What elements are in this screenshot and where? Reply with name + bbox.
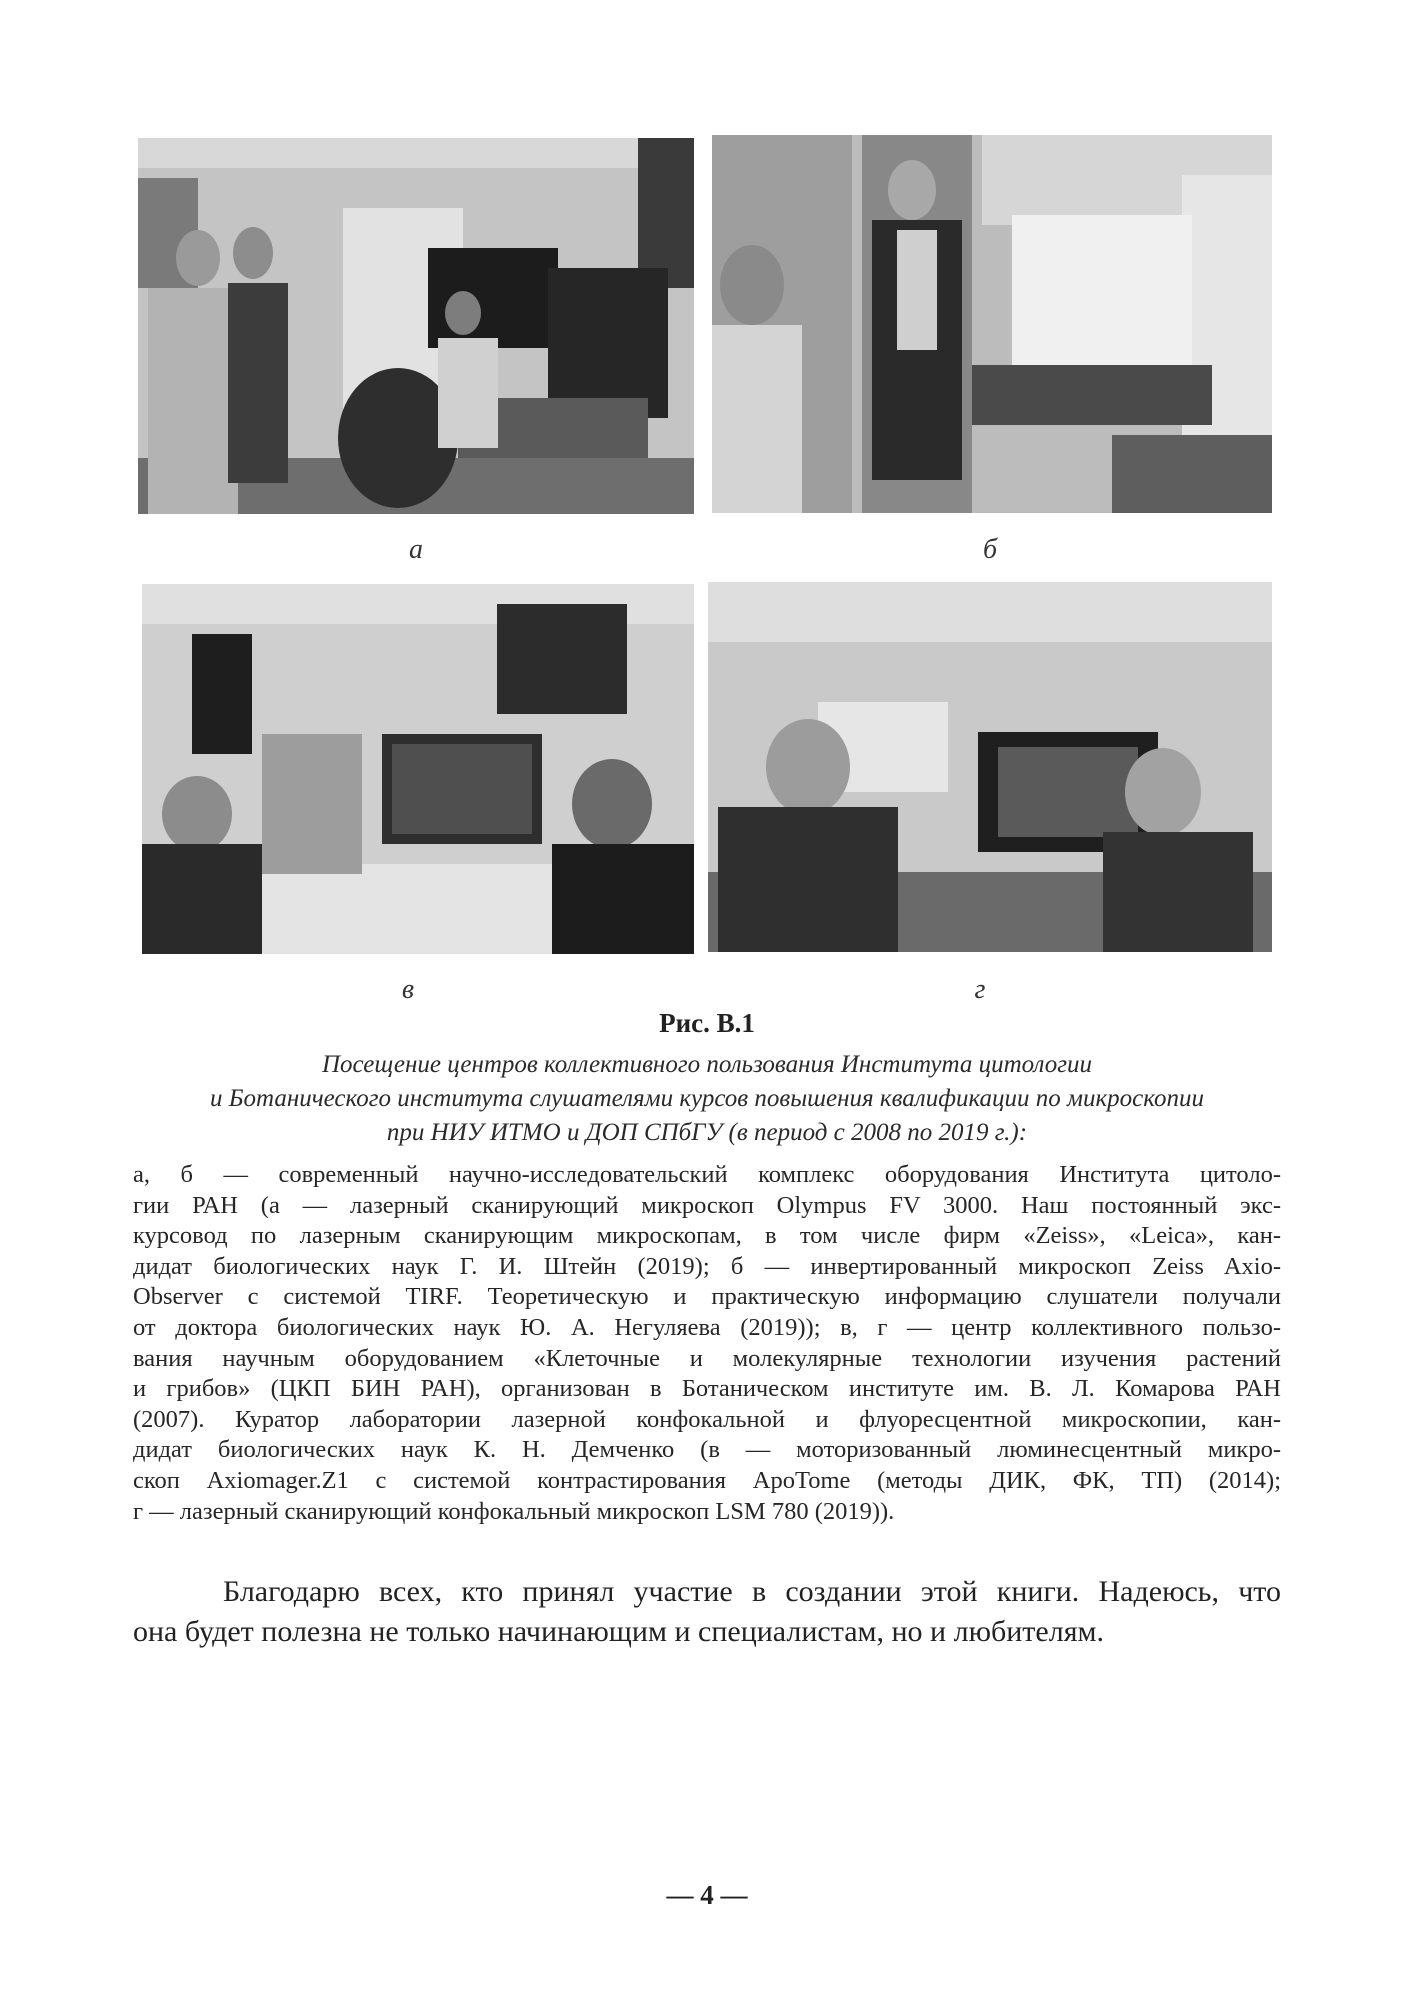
body-paragraph <box>133 1572 1281 1652</box>
description-line: вания научным оборудованием «Клеточные и молекулярные технологии изучения растений <box>133 1344 1281 1372</box>
description-line: Observer с системой TIRF. Теоретическую и практическую информацию слушатели получали <box>133 1283 1281 1311</box>
body-line: Благодарю всех, кто принял участие в создании этой книги. Надеюсь, что <box>223 1575 1281 1608</box>
caption-line: при НИУ ИТМО и ДОП СПбГУ (в период с 2008 по 2019 г.): <box>386 1119 1028 1146</box>
photo-v <box>142 584 694 954</box>
photo-v-label: в <box>401 974 415 1005</box>
description-line: дидат биологических наук Г. И. Штейн (2019); б — инвертированный микроскоп Zeiss Axio- <box>133 1252 1281 1280</box>
photo-g-label: г <box>974 974 986 1005</box>
photo-b <box>712 135 1272 513</box>
description-line: а, б — современный научно-исследовательский комплекс оборудования Института цитоло- <box>133 1161 1281 1188</box>
photo-a <box>138 138 694 514</box>
figure-caption <box>150 1048 1264 1150</box>
description-line: гии РАН (а — лазерный сканирующий микроскоп Olympus FV 3000. Наш постоянный экс- <box>133 1191 1281 1219</box>
photo-g <box>708 582 1272 952</box>
photo-a-label: а <box>409 534 423 565</box>
description-line: и грибов» (ЦКП БИН РАН), организован в Ботаническом институте им. В. Л. Комарова РАН <box>133 1375 1281 1403</box>
figure-description <box>133 1160 1281 1527</box>
description-line: курсовод по лазерным сканирующим микроскопам, в том числе фирм «Zeiss», «Leica», кан- <box>133 1222 1281 1250</box>
description-line: скоп Axiomager.Z1 с системой контрастирования ApoTome (методы ДИК, ФК, ТП) (2014); <box>133 1466 1281 1494</box>
description-line: (2007). Куратор лаборатории лазерной конфокальной и флуоресцентной микроскопии, кан- <box>133 1405 1281 1433</box>
figure-title: Рис. В.1 <box>659 1008 755 1038</box>
description-line: дидат биологических наук К. Н. Демченко (в — моторизованный люминесцентный микро- <box>133 1436 1281 1464</box>
body-line: она будет полезна не только начинающим и специалистам, но и любителям. <box>133 1615 1104 1648</box>
photo-b-label: б <box>982 534 998 565</box>
description-line: г — лазерный сканирующий конфокальный микроскоп LSM 780 (2019)). <box>133 1497 895 1525</box>
description-line: от доктора биологических наук Ю. А. Негуляева (2019)); в, г — центр коллективного пользо- <box>133 1313 1281 1341</box>
caption-line: и Ботанического института слушателями курсов повышения квалификации по микроскопии <box>209 1085 1205 1112</box>
page-number: — 4 — <box>666 1880 748 1910</box>
caption-line: Посещение центров коллективного пользования Института цитологии <box>321 1051 1093 1078</box>
